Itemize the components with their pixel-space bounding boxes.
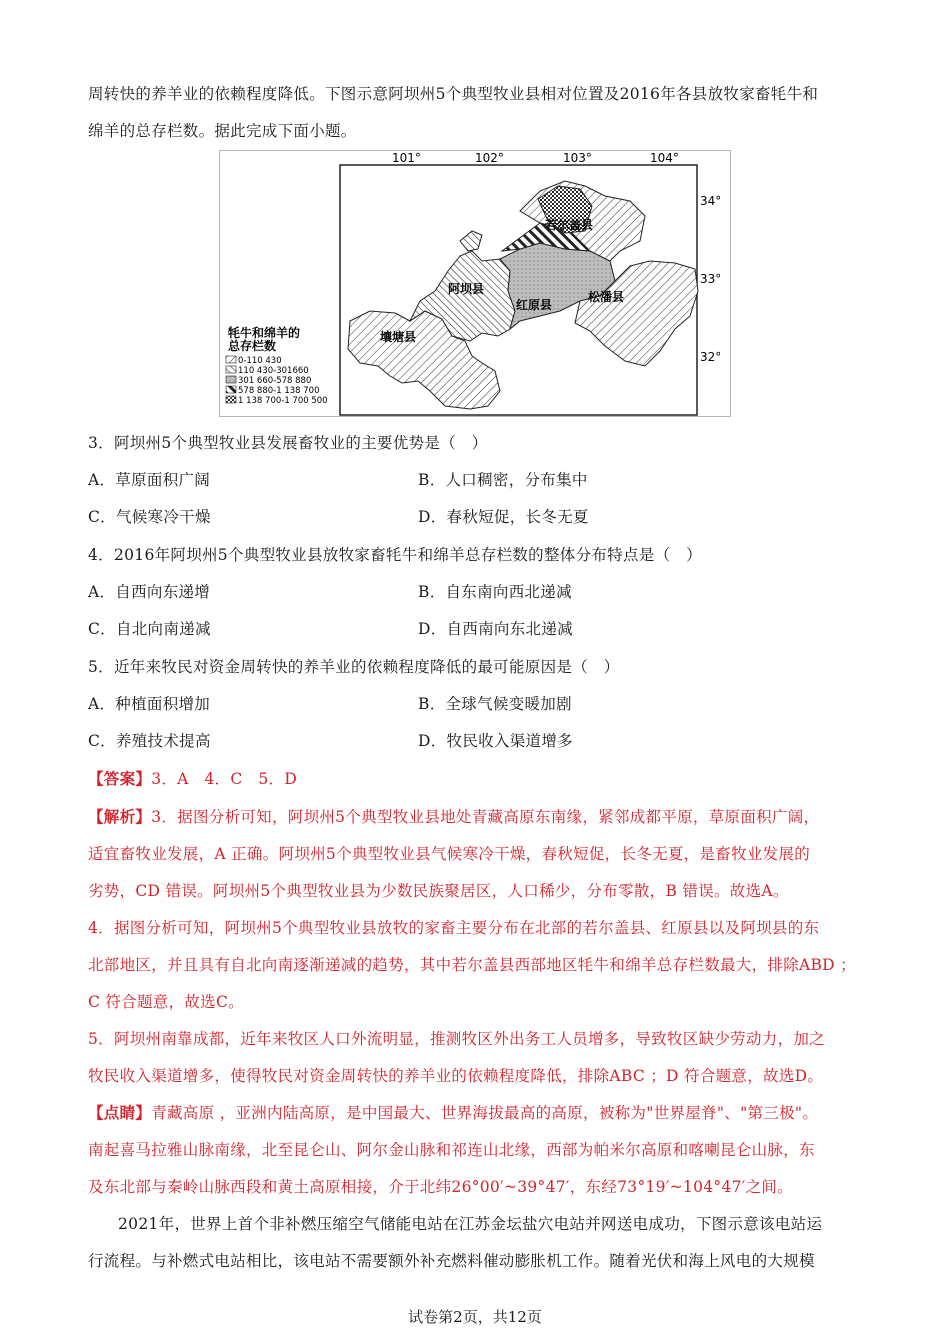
legend-item-4: 578 880-1 138 700 <box>238 386 320 396</box>
question-3-option-d: D．春秋短促，长冬无夏 <box>418 508 589 526</box>
county-label-rangtang: 壤塘县 <box>380 330 417 344</box>
analysis-line-6: C 符合题意，故选C。 <box>88 993 244 1011</box>
intro-line-1: 周转快的养羊业的依赖程度降低。下图示意阿坝州5个典型牧业县相对位置及2016年各县放牧家畜牦牛和 <box>88 85 819 103</box>
analysis-line-2: 适宜畜牧业发展，A 正确。阿坝州5个典型牧业县气候寒冷干燥，春秋短促，长冬无夏，是畜牧业发展的 <box>88 845 811 863</box>
question-5-option-c: C．养殖技术提高 <box>88 732 211 750</box>
legend-title-2: 总存栏数 <box>228 339 277 353</box>
note-line-3: 及东北部与秦岭山脉西段和黄土高原相接，介于北纬26°00′~39°47′，东经73°19′~104°47′之间。 <box>88 1178 794 1196</box>
question-4-option-a: A．自西向东递增 <box>88 583 211 601</box>
answer-line <box>88 767 297 789</box>
legend-item-2: 110 430-301660 <box>238 366 309 376</box>
analysis-line-5: 北部地区，并且具有自北向南逐渐递减的趋势，其中若尔盖县西部地区牦牛和绵羊总存栏数最大，排除ABD ； <box>88 956 856 974</box>
legend-swatch-3 <box>226 376 236 383</box>
lon-label-101: 101° <box>392 151 421 165</box>
page-footer: 试卷第2页，共12页 <box>408 1308 542 1326</box>
lon-label-103: 103° <box>563 151 592 165</box>
question-4-option-c: C．自北向南递减 <box>88 620 211 638</box>
question-4-option-b: B．自东南向西北递减 <box>418 583 572 601</box>
note-line-2: 南起喜马拉雅山脉南缘，北至昆仑山、阿尔金山脉和祁连山北缘，西部为帕米尔高原和喀喇昆仑山脉，东 <box>88 1141 815 1159</box>
question-3-option-a: A．草原面积广阔 <box>88 471 211 489</box>
aba-lobe-shape <box>460 231 482 251</box>
county-label-aba: 阿坝县 <box>448 282 485 296</box>
analysis-text-1: 3．据图分析可知，阿坝州5个典型牧业县地处青藏高原东南缘，紧邻成都平原，草原面积广阔， <box>151 808 820 826</box>
note-tag: 【点睛】 <box>88 1103 152 1122</box>
analysis-line-7: 5．阿坝州南靠成都，近年来牧区人口外流明显，推测牧区外出务工人员增多，导致牧区缺少劳动力，加之 <box>88 1030 825 1048</box>
legend-item-5: 1 138 700-1 700 500 <box>238 396 328 406</box>
map-figure <box>219 150 731 417</box>
question-5-option-d: D．牧民收入渠道增多 <box>418 732 573 750</box>
lon-label-102: 102° <box>475 151 504 165</box>
analysis-line-8: 牧民收入渠道增多，使得牧民对资金周转快的养羊业的依赖程度降低，排除ABC ；D 符合题意，故选D。 <box>88 1067 824 1085</box>
answer-tag: 【答案】 <box>88 769 152 788</box>
analysis-line-3: 劣势，CD 错误。阿坝州5个典型牧业县为少数民族聚居区，人口稀少，分布零散，B 错误。故选A。 <box>88 882 789 900</box>
question-3-stem: 3．阿坝州5个典型牧业县发展畜牧业的主要优势是（ ） <box>88 434 488 452</box>
legend-swatch-2 <box>226 366 236 373</box>
note-text-1: 青藏高原 ，亚洲内陆高原，是中国最大、世界海拔最高的高原，被称为"世界屋脊"、"第三极"。 <box>151 1104 819 1122</box>
analysis-line-1 <box>88 805 819 827</box>
legend-item-3: 301 660-578 880 <box>238 376 312 386</box>
lat-label-33: 33° <box>700 272 722 286</box>
legend-item-1: 0-110 430 <box>238 356 282 366</box>
question-5-stem: 5．近年来牧民对资金周转快的养羊业的依赖程度降低的最可能原因是（ ） <box>88 658 620 676</box>
question-5-option-a: A．种植面积增加 <box>88 695 211 713</box>
question-4-option-d: D．自西南向东北递减 <box>418 620 573 638</box>
next-passage-line-1: 2021年，世界上首个非补燃压缩空气储能电站在江苏金坛盐穴电站并网送电成功，下图示意该电站运 <box>118 1215 823 1233</box>
question-3-option-c: C．气候寒冷干燥 <box>88 508 211 526</box>
lon-label-104: 104° <box>650 151 679 165</box>
county-label-songpan: 松潘县 <box>588 290 625 304</box>
aba-county-map <box>220 151 730 416</box>
county-label-zoige: 若尔盖县 <box>545 218 594 232</box>
question-3-option-b: B．人口稠密，分布集中 <box>418 471 588 489</box>
lat-label-34: 34° <box>700 194 722 208</box>
legend-swatch-1 <box>226 356 236 363</box>
legend-title-1: 牦牛和绵羊的 <box>228 326 301 340</box>
county-label-hongyuan: 红原县 <box>516 298 553 312</box>
note-line-1 <box>88 1101 818 1123</box>
analysis-line-4: 4．据图分析可知，阿坝州5个典型牧业县放牧的家畜主要分布在北部的若尔盖县、红原县以及阿坝县的东 <box>88 919 820 937</box>
analysis-tag: 【解析】 <box>88 807 152 826</box>
question-4-stem: 4．2016年阿坝州5个典型牧业县放牧家畜牦牛和绵羊总存栏数的整体分布特点是（ ） <box>88 546 702 564</box>
lat-label-32: 32° <box>700 350 722 364</box>
next-passage-line-2: 行流程。与补燃式电站相比，该电站不需要额外补充燃料催动膨胀机工作。随着光伏和海上风电的大规模 <box>88 1252 815 1270</box>
answer-text: 3．A 4．C 5．D <box>151 770 298 788</box>
legend-swatch-4 <box>226 386 236 393</box>
intro-line-2: 绵羊的总存栏数。据此完成下面小题。 <box>88 122 357 140</box>
legend-swatch-5 <box>226 396 236 403</box>
question-5-option-b: B．全球气候变暖加剧 <box>418 695 572 713</box>
